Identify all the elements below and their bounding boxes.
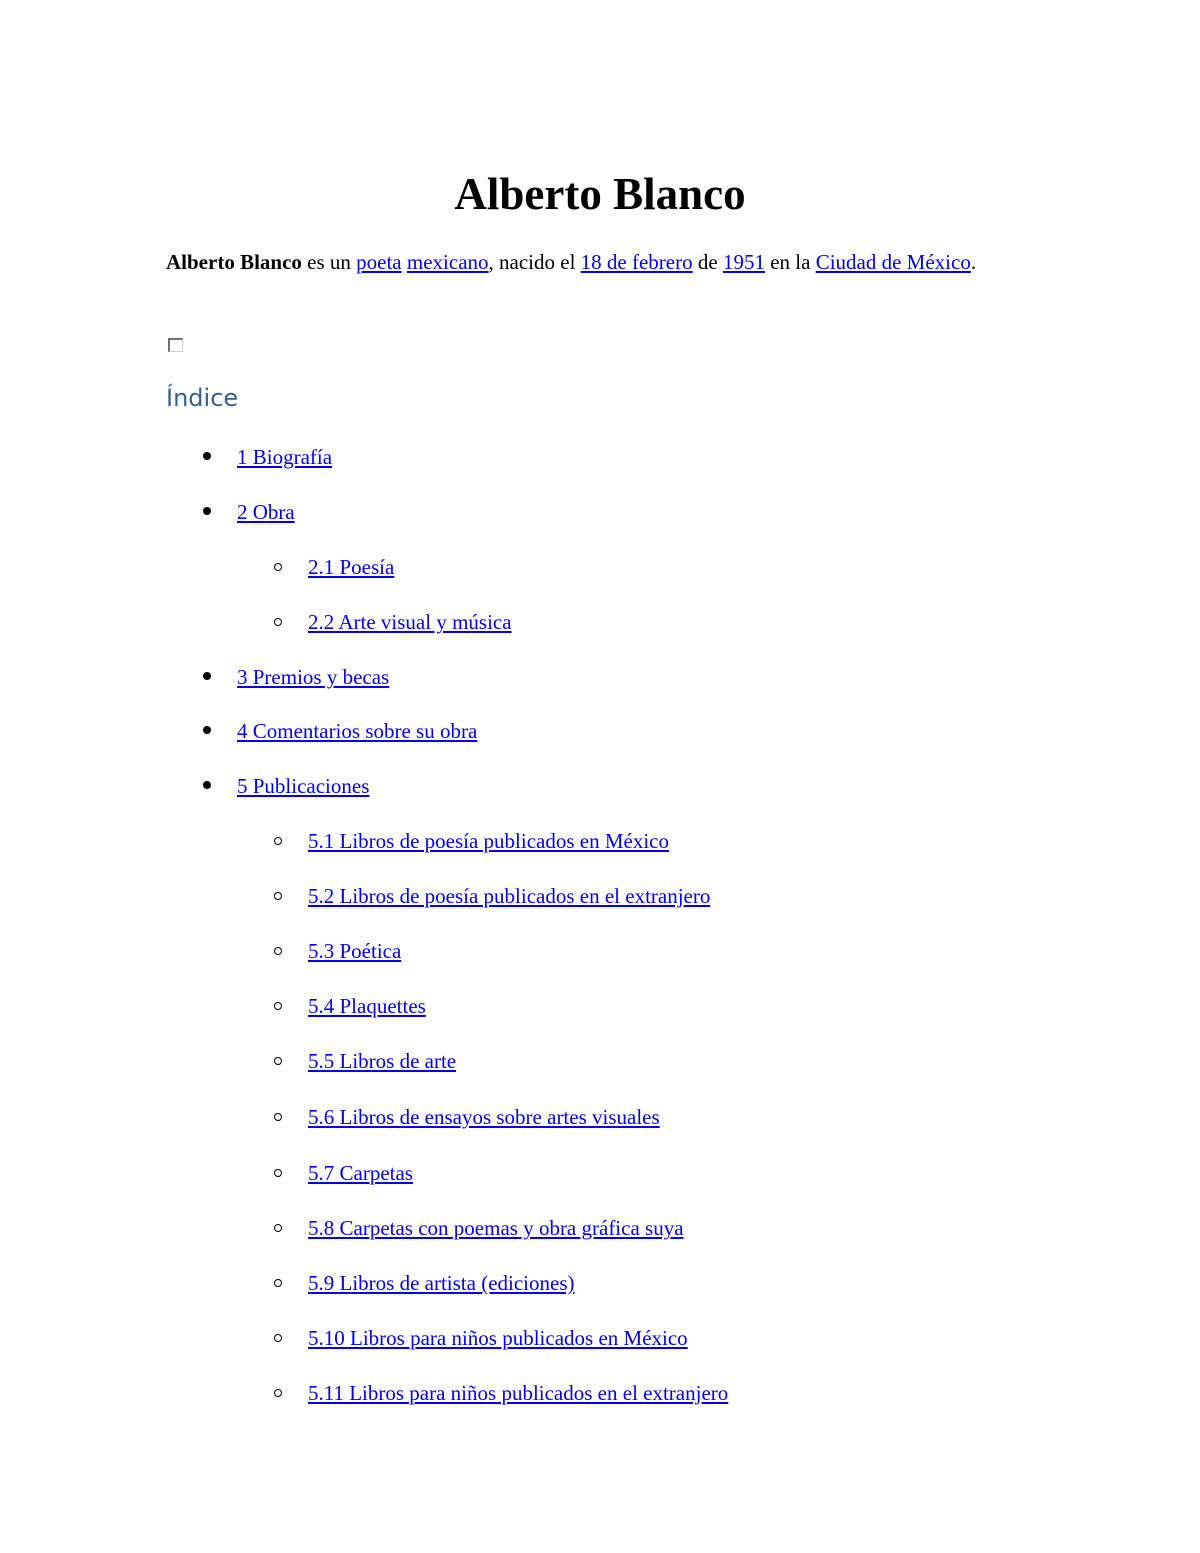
bullet-circle-icon [274, 837, 282, 845]
link-ciudad-de-mexico[interactable]: Ciudad de México [815, 250, 971, 274]
toc-item [308, 938, 401, 965]
intro-text: de [692, 250, 723, 274]
bullet-disc-icon [203, 726, 211, 734]
intro-text: , nacido el [488, 250, 581, 274]
toc-item [308, 828, 669, 855]
toc-item [308, 1048, 456, 1075]
toc-item [308, 883, 710, 910]
toc-link[interactable]: 5.10 Libros para niños publicados en México [308, 1326, 688, 1350]
toc-item [308, 1104, 660, 1131]
toc-link[interactable]: 4 Comentarios sobre su obra [237, 719, 478, 743]
toc-link[interactable]: 5.11 Libros para niños publicados en el extranjero [308, 1381, 729, 1405]
toc-item [308, 554, 394, 581]
link-birth-year[interactable]: 1951 [722, 250, 765, 274]
toc-link[interactable]: 5.7 Carpetas [308, 1161, 413, 1185]
toc-link[interactable]: 2 Obra [237, 500, 295, 524]
toc-link[interactable]: 2.2 Arte visual y música [308, 610, 512, 634]
intro-text: en la [764, 250, 816, 274]
link-poeta[interactable]: poeta [356, 250, 402, 274]
bullet-disc-icon [203, 452, 211, 460]
toc-item [237, 444, 332, 471]
toc-link[interactable]: 5 Publicaciones [237, 774, 370, 798]
toc-item [237, 499, 295, 526]
toc-item [237, 664, 389, 691]
bullet-circle-icon [274, 618, 282, 626]
toc-item [308, 1160, 413, 1187]
toc-item [308, 1325, 688, 1352]
bullet-circle-icon [274, 1057, 282, 1065]
toc-link[interactable]: 2.1 Poesía [308, 555, 395, 579]
toc-item [308, 993, 426, 1020]
bullet-circle-icon [274, 1279, 282, 1287]
bullet-circle-icon [274, 1169, 282, 1177]
bullet-disc-icon [203, 781, 211, 789]
link-birth-date[interactable]: 18 de febrero [580, 250, 693, 274]
toc-link[interactable]: 5.3 Poética [308, 939, 402, 963]
toc-item [308, 609, 512, 636]
toc-link[interactable]: 5.5 Libros de arte [308, 1049, 457, 1073]
bullet-circle-icon [274, 1002, 282, 1010]
toc-item [237, 773, 369, 800]
toc-link[interactable]: 5.9 Libros de artista (ediciones) [308, 1271, 575, 1295]
bullet-disc-icon [203, 672, 211, 680]
toc-link[interactable]: 3 Premios y becas [237, 665, 390, 689]
toc-toggle-checkbox[interactable] [168, 338, 183, 352]
toc-item [308, 1380, 728, 1407]
bullet-circle-icon [274, 892, 282, 900]
intro-subject-name: Alberto Blanco [166, 250, 302, 274]
intro-paragraph [166, 249, 1006, 276]
page-title: Alberto Blanco [454, 169, 746, 219]
bullet-circle-icon [274, 1389, 282, 1397]
toc-link[interactable]: 5.2 Libros de poesía publicados en el extranjero [308, 884, 711, 908]
bullet-circle-icon [274, 1224, 282, 1232]
intro-text: es un [301, 250, 357, 274]
toc-link[interactable]: 5.1 Libros de poesía publicados en México [308, 829, 669, 853]
toc-item [237, 718, 477, 745]
bullet-circle-icon [274, 947, 282, 955]
bullet-circle-icon [274, 563, 282, 571]
intro-text: . [970, 250, 977, 274]
toc-heading: Índice [166, 384, 239, 412]
bullet-circle-icon [274, 1113, 282, 1121]
toc-item [308, 1215, 684, 1242]
link-mexicano[interactable]: mexicano [406, 250, 489, 274]
toc-link[interactable]: 1 Biografía [237, 445, 333, 469]
toc-link[interactable]: 5.4 Plaquettes [308, 994, 426, 1018]
toc-item [308, 1270, 575, 1297]
bullet-disc-icon [203, 507, 211, 515]
toc-link[interactable]: 5.6 Libros de ensayos sobre artes visuales [308, 1105, 660, 1129]
bullet-circle-icon [274, 1334, 282, 1342]
toc-link[interactable]: 5.8 Carpetas con poemas y obra gráfica suya [308, 1216, 684, 1240]
